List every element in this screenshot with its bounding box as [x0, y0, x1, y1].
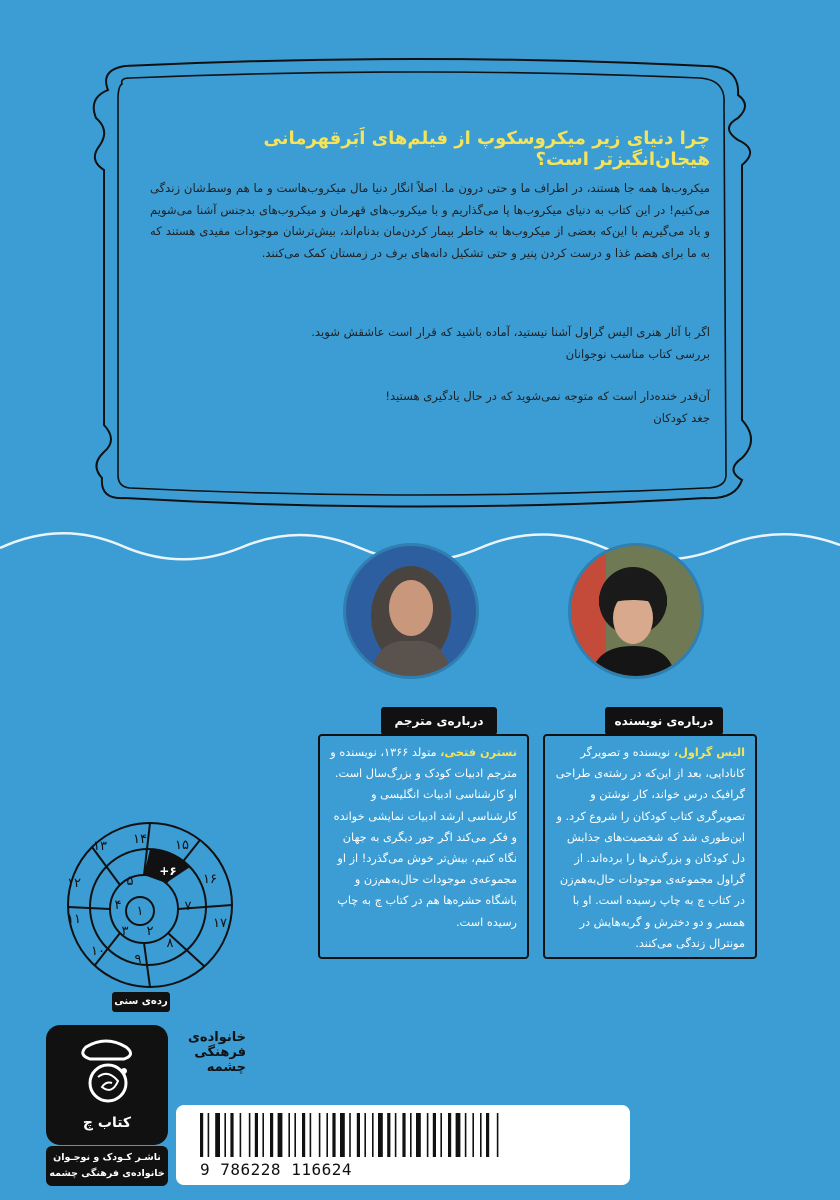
barcode-bar [402, 1113, 405, 1157]
barcode-bar [497, 1113, 499, 1157]
barcode-bar [440, 1113, 442, 1157]
barcode-bar [372, 1113, 374, 1157]
barcode-bar [349, 1113, 351, 1157]
age-middle-7: ۷ [184, 899, 192, 914]
blurb-text: میکروب‌ها همه جا هستند، در اطراف ما و حتی درون ما. اصلاً انگار دنیا مال میکروب‌هاست و ما هم وسط‌شان زندگی می‌کنیم! در این کتاب به دنیای میکروب‌ها پا می‌گذاریم و با میکروب‌های قهرمان و میکروب‌های بدجنس آشنا می‌شویم و یاد می‌گیریم با این‌که بعضی از میکروب‌ها به خاطر بیمار کردن‌مان بدنام‌اند، بیش‌ترشان موجودات مفیدی هستند که به ما برای هضم غذا و درست کردن پنیر و حتی تشکیل دانه‌های برف در زمستان کمک می‌کنند. [150, 181, 710, 260]
age-inner-5: ۵ [126, 874, 134, 889]
barcode-bar [208, 1113, 210, 1157]
age-label: رده‌ی سنی [112, 992, 170, 1012]
barcode-bar [326, 1113, 328, 1157]
review-quote-2: آن‌قدر خنده‌دار است که متوجه نمی‌شوید که در حال یادگیری هستید! [385, 389, 710, 403]
family-logo-line-1: خانواده‌ی [188, 1030, 246, 1045]
translator-tag: درباره‌ی مترجم [381, 707, 497, 735]
translator-photo [343, 543, 479, 679]
che-logo-icon [46, 1025, 168, 1115]
author-photo [568, 543, 704, 679]
review-quote-1: اگر با آثار هنری الیس گراول آشنا نیستید، آماده باشید که قرار است عاشقش شوید. [311, 325, 710, 339]
author-tag: درباره‌ی نویسنده [605, 707, 723, 735]
barcode-bar [427, 1113, 429, 1157]
barcode-bar [262, 1113, 264, 1157]
age-outer-17: ۱۷ [213, 916, 227, 931]
author-bio-box [543, 734, 757, 959]
barcode-bar [215, 1113, 220, 1157]
review-source-1: بررسی کتاب مناسب نوجوانان [565, 347, 710, 361]
barcode-bar [319, 1113, 321, 1157]
age-outer-14: ۱۴ [133, 832, 147, 847]
publisher-info [46, 1146, 168, 1186]
age-wheel [40, 815, 240, 990]
barcode-bar [200, 1113, 203, 1157]
publisher-line-1: ناشـر کـودک و نوجـوان [53, 1152, 161, 1163]
barcode-bar [448, 1113, 451, 1157]
barcode-bar [294, 1113, 296, 1157]
barcode-bar [387, 1113, 390, 1157]
review-source-2: جغد کودکان [653, 411, 710, 425]
age-middle-11: ۱۱ [67, 912, 81, 927]
age-middle-8: ۸ [166, 936, 174, 951]
barcode-bar [230, 1113, 233, 1157]
barcode-bar [456, 1113, 461, 1157]
age-highlighted: +۶ [159, 864, 177, 878]
publisher-line-2: خانواده‌ی فرهنگی چشمه [49, 1168, 165, 1179]
barcode-bar [224, 1113, 226, 1157]
barcode-bar [480, 1113, 482, 1157]
barcode-bar [357, 1113, 360, 1157]
age-inner-3: ۳ [121, 924, 129, 939]
barcode-bar [270, 1113, 273, 1157]
barcode-bar [364, 1113, 366, 1157]
barcode-bar [340, 1113, 345, 1157]
barcode-bar [472, 1113, 474, 1157]
barcode-bar [395, 1113, 397, 1157]
barcode-bar [288, 1113, 290, 1157]
barcode-bar [310, 1113, 312, 1157]
barcode-bar [332, 1113, 335, 1157]
age-inner-4: ۴ [114, 898, 122, 913]
barcode-bar [302, 1113, 305, 1157]
age-outer-16: ۱۶ [203, 872, 217, 887]
age-outer-13: ۱۳ [93, 839, 107, 854]
barcode-bar [249, 1113, 251, 1157]
family-logo-line-2: فرهنگی [194, 1045, 246, 1060]
age-middle-9: ۹ [134, 952, 142, 967]
age-inner-1: ۱ [136, 904, 144, 919]
question-title: چرا دنیای زیر میکروسکوپ از فیلم‌های اَبَرقهرمانی هیجان‌انگیزتر است؟ [263, 128, 710, 170]
barcode-bar [410, 1113, 412, 1157]
family-logo-line-3: چشمه [206, 1060, 246, 1075]
family-logo [178, 1030, 246, 1075]
author-bio: نویسنده و تصویرگر کانادایی، بعد از این‌که در رشته‌ی طراحی گرافیک درس خواند، کار نوشتن و تصویرگری کتاب کودکان را شروع کرد. و این‌طوری شد که شخصیت‌های جذابش دل کودکان و بزرگ‌ترها را برده‌اند. از گراول مجموعه‌ی موجودات حال‌به‌هم‌زن در کتاب چ به چاپ رسیده است. او با همسر و دو دخترش و گربه‌هایش در مونترال زندگی می‌کنند. [555, 746, 745, 950]
barcode-bar [465, 1113, 467, 1157]
age-middle-10: ۱۰ [91, 944, 105, 959]
age-outer-15: ۱۵ [175, 838, 189, 853]
author-name: الیس گراول، [673, 746, 745, 759]
isbn-number: 9 786228 116624 [200, 1160, 352, 1179]
barcode-bar [240, 1113, 242, 1157]
barcode-bar [278, 1113, 283, 1157]
barcode-bar [486, 1113, 489, 1157]
publisher-logo-text: کتاب چ [82, 1115, 132, 1131]
translator-name: نسترن فتحی، [440, 746, 517, 759]
barcode-bar [416, 1113, 421, 1157]
translator-bio-box [318, 734, 529, 959]
age-middle-12: ۱۲ [67, 876, 81, 891]
translator-bio: متولد ۱۳۶۶، نویسنده و مترجم ادبیات کودک و بزرگ‌سال است. او کارشناسی ادبیات انگلیسی و کارشناسی ارشد ادبیات نمایشی خوانده و فکر می‌کند اگر جور دیگری به جهان نگاه کنیم، بیش‌تر خوش می‌گذرد! از او مجموعه‌ی موجودات حال‌به‌هم‌زن و باشگاه حشره‌ها هم در کتاب چ به چاپ رسیده است. [330, 746, 517, 929]
barcode-bar [255, 1113, 258, 1157]
barcode-bar [378, 1113, 383, 1157]
barcode-bar [433, 1113, 436, 1157]
age-inner-2: ۲ [146, 924, 154, 939]
